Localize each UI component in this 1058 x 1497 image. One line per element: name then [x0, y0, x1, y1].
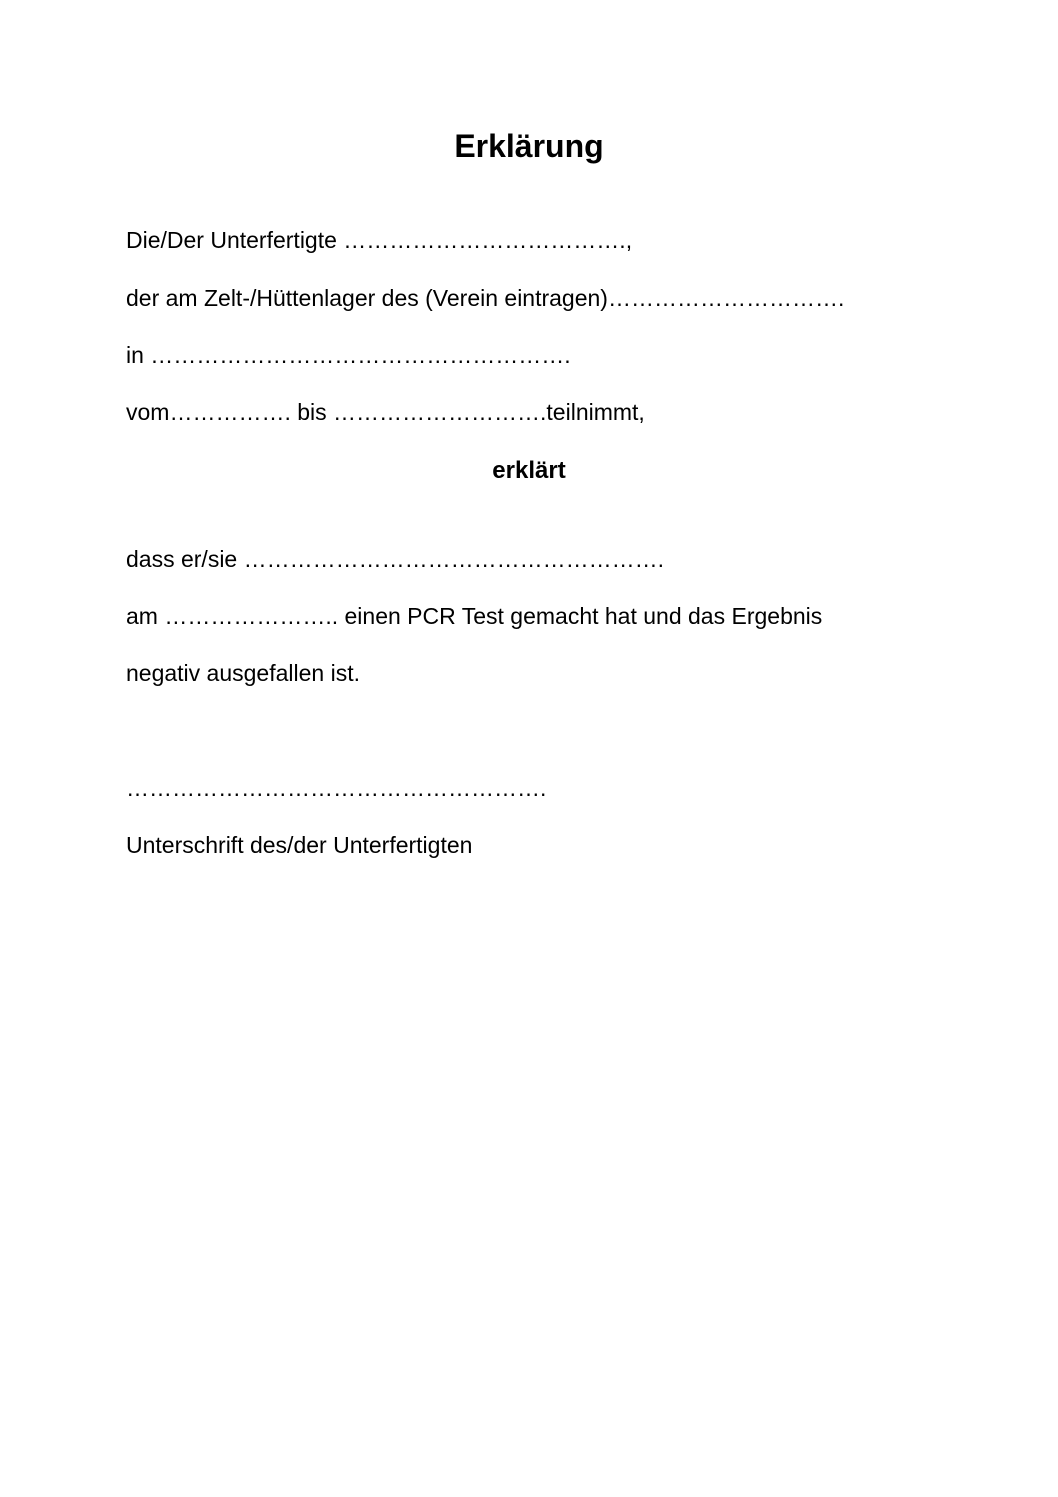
signature-label: Unterschrift des/der Unterfertigten: [126, 832, 473, 858]
result-line: negativ ausgefallen ist.: [126, 660, 360, 686]
date-range-line: vom……………. bis ……………………….teilnimmt,: [126, 399, 645, 425]
location-line: in ……………………………………………….: [126, 342, 571, 368]
document-title: Erklärung: [454, 128, 604, 164]
declares-heading: erklärt: [492, 457, 566, 484]
undersigned-line: Die/Der Unterfertigte ……………………………….,: [126, 227, 633, 253]
test-date-line: am ………………….. einen PCR Test gemacht hat und das Ergebnis: [126, 603, 823, 629]
signature-line: ……………………………………………….: [126, 775, 547, 801]
person-line: dass er/sie ……………………………………………….: [126, 546, 664, 572]
camp-line: der am Zelt-/Hüttenlager des (Verein eintragen)………………………….: [126, 285, 845, 311]
